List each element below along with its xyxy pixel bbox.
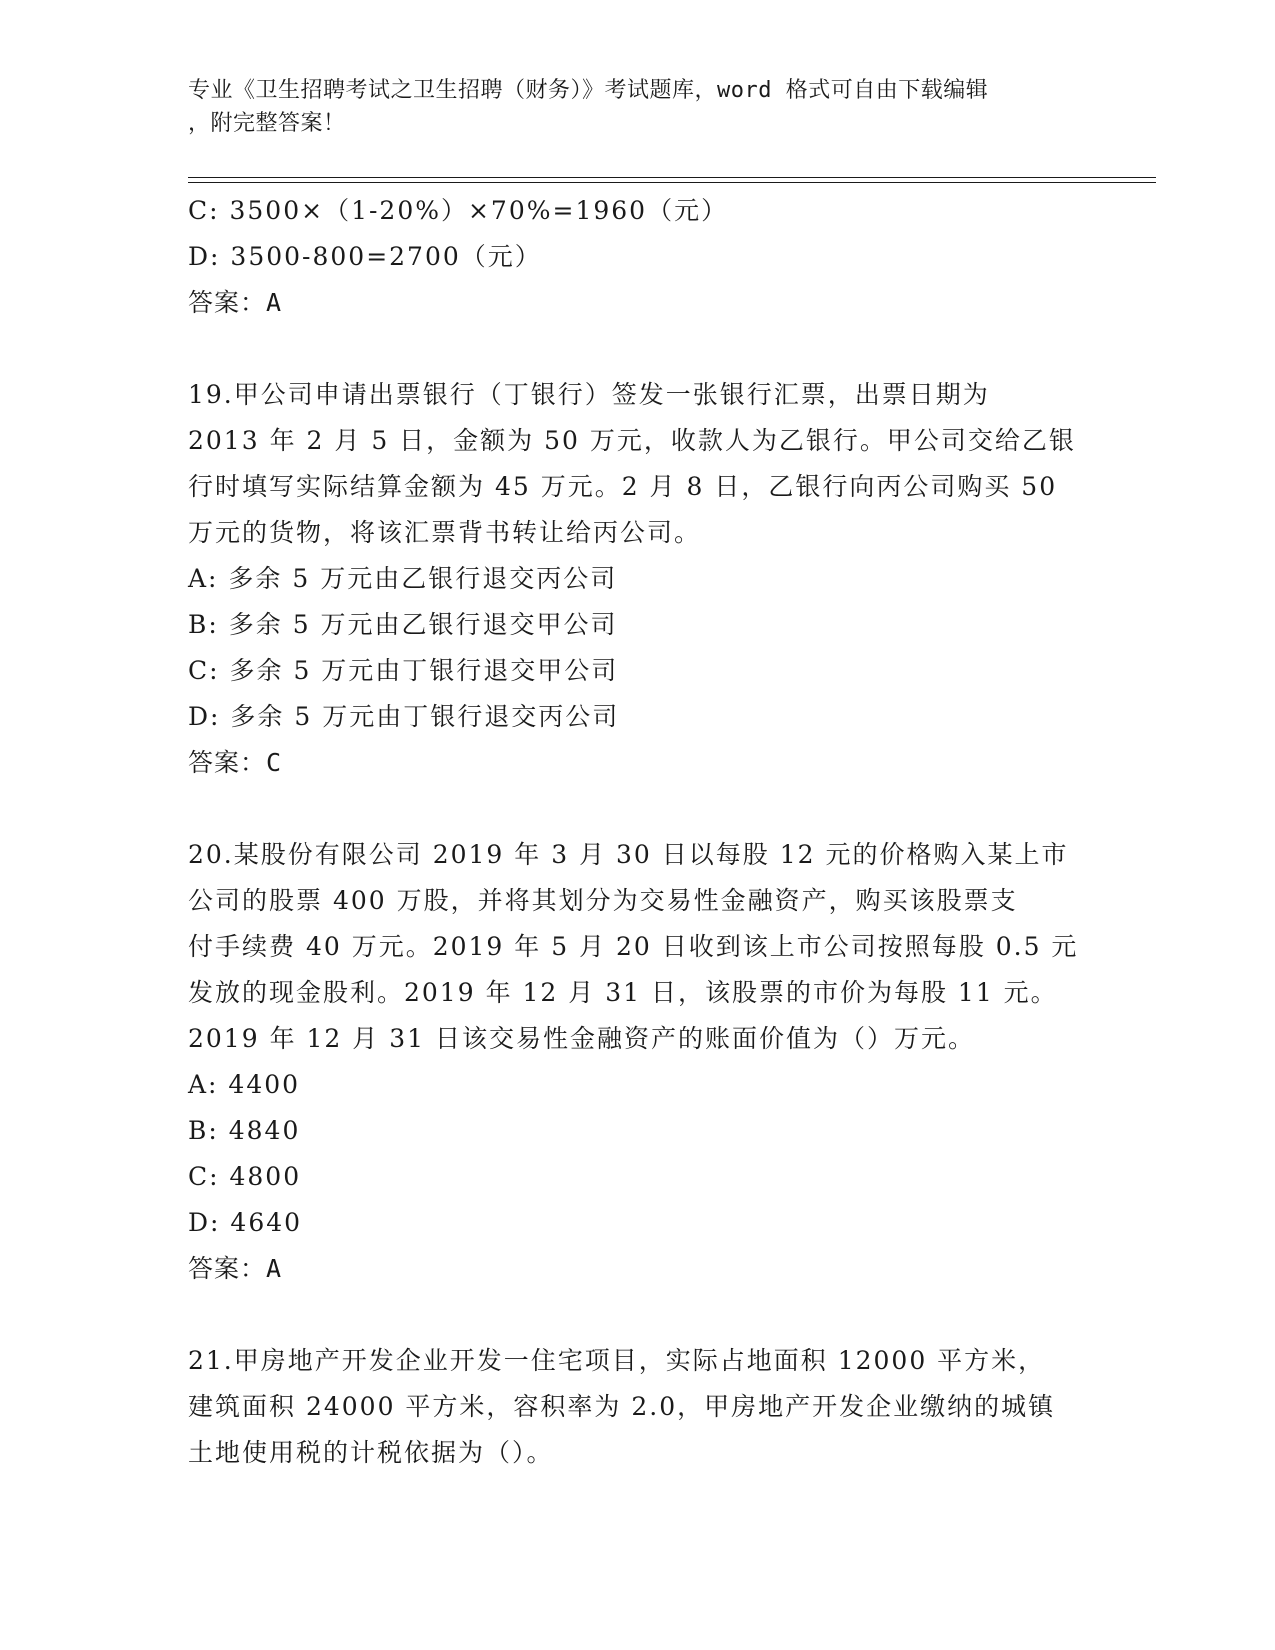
answer-value: A: [266, 1254, 283, 1283]
option-a: A: 4400: [188, 1070, 301, 1099]
question-text-line: 公司的股票 400 万股，并将其划分为交易性金融资产，购买该股票支: [188, 886, 1018, 915]
question-text-line: 行时填写实际结算金额为 45 万元。2 月 8 日，乙银行向丙公司购买 50: [188, 472, 1058, 501]
question-20: [188, 832, 1088, 1292]
question-19: [188, 372, 1088, 786]
option-c: C: 4800: [188, 1162, 302, 1191]
question-text-line: 土地使用税的计税依据为（）。: [188, 1438, 554, 1467]
answer-label: 答案：: [188, 1254, 267, 1283]
question-text-line: 万元的货物，将该汇票背书转让给丙公司。: [188, 518, 702, 547]
question-21: [188, 1338, 1088, 1476]
answer-label: 答案：: [188, 748, 267, 777]
question-text-line: 2019 年 12 月 31 日该交易性金融资产的账面价值为（）万元。: [188, 1024, 975, 1053]
prev-option-d: D: 3500-800=2700（元）: [188, 242, 542, 271]
prev-answer: [188, 280, 1088, 326]
answer-value: C: [266, 748, 283, 777]
spacer: [188, 786, 1088, 832]
option-b: B: 4840: [188, 1116, 301, 1145]
question-text-line: 19.甲公司申请出票银行（丁银行）签发一张银行汇票，出票日期为: [188, 380, 990, 409]
header-line-1: 专业《卫生招聘考试之卫生招聘（财务）》考试题库，word 格式可自由下载编辑: [188, 78, 989, 103]
option-d: D: 多余 5 万元由丁银行退交丙公司: [188, 702, 620, 731]
option-a: A: 多余 5 万元由乙银行退交丙公司: [188, 564, 618, 593]
answer: [188, 740, 1088, 786]
answer-value: A: [266, 288, 283, 317]
spacer: [188, 1292, 1088, 1338]
header-line-2: ，附完整答案！: [188, 111, 346, 136]
question-text-line: 付手续费 40 万元。2019 年 5 月 20 日收到该上市公司按照每股 0.5 元: [188, 932, 1079, 961]
question-text-line: 2013 年 2 月 5 日，金额为 50 万元，收款人为乙银行。甲公司交给乙银: [188, 426, 1076, 455]
answer: [188, 1246, 1088, 1292]
option-c: C: 多余 5 万元由丁银行退交甲公司: [188, 656, 619, 685]
question-text-line: 21.甲房地产开发企业开发一住宅项目，实际占地面积 12000 平方米，: [188, 1346, 1046, 1375]
header-divider-bottom: [188, 182, 1156, 183]
question-text-line: 20.某股份有限公司 2019 年 3 月 30 日以每股 12 元的价格购入某上市: [188, 840, 1069, 869]
document-body: [188, 188, 1088, 1476]
header-divider-top: [188, 177, 1156, 178]
spacer: [188, 326, 1088, 372]
option-d: D: 4640: [188, 1208, 303, 1237]
question-text-line: 发放的现金股利。2019 年 12 月 31 日，该股票的市价为每股 11 元。: [188, 978, 1058, 1007]
option-b: B: 多余 5 万元由乙银行退交甲公司: [188, 610, 618, 639]
prev-option-c: C: 3500×（1-20%）×70%=1960（元）: [188, 196, 729, 225]
question-text-line: 建筑面积 24000 平方米，容积率为 2.0，甲房地产开发企业缴纳的城镇: [188, 1392, 1056, 1421]
page-header: [188, 74, 1068, 140]
answer-label: 答案：: [188, 288, 267, 317]
